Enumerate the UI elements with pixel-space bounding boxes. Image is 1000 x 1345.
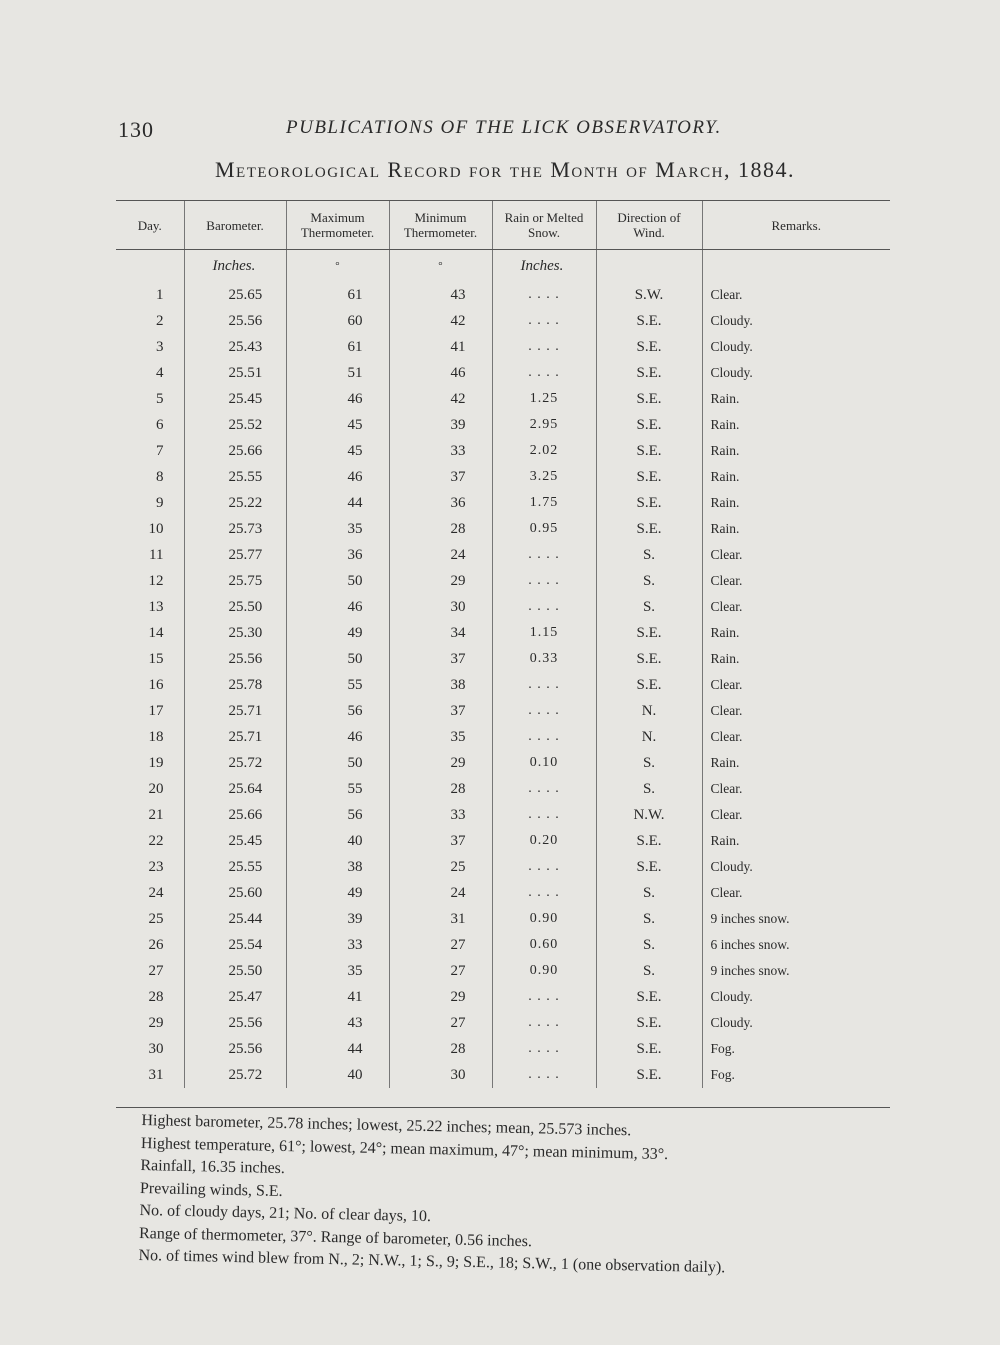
min-temp-cell: 29: [389, 568, 492, 594]
wind-direction-cell: S.E.: [596, 386, 702, 412]
page-title: Meteorological Record for the Month of March, 1884.: [214, 157, 796, 182]
wind-direction-cell: S.E.: [596, 334, 702, 360]
wind-direction-cell: S.E.: [596, 1036, 702, 1062]
summary-line: No. of cloudy days, 21; No. of clear days, 10.: [139, 1201, 432, 1226]
min-temp-cell: 42: [389, 308, 492, 334]
barometer-cell: 25.66: [184, 802, 286, 828]
barometer-cell: 25.44: [184, 906, 286, 932]
wind-direction-cell: S.: [596, 750, 702, 776]
max-temp-cell: 55: [286, 776, 389, 802]
day-cell: 7: [116, 438, 184, 464]
table-row: [116, 334, 890, 360]
min-temp-cell: 43: [389, 282, 492, 308]
rain-cell: 0.33: [492, 646, 596, 672]
min-temp-cell: 24: [389, 880, 492, 906]
table-row: [116, 1010, 890, 1036]
wind-direction-cell: S.E.: [596, 490, 702, 516]
barometer-cell: 25.54: [184, 932, 286, 958]
day-cell: 23: [116, 854, 184, 880]
table-row: [116, 984, 890, 1010]
remarks-cell: Clear.: [710, 573, 743, 588]
table-row: [116, 750, 890, 776]
day-cell: 17: [116, 698, 184, 724]
rain-cell: 2.95: [492, 412, 596, 438]
max-temp-cell: 45: [286, 412, 389, 438]
rain-cell: . . . .: [492, 854, 596, 880]
barometer-cell: 25.75: [184, 568, 286, 594]
min-temp-cell: 30: [389, 1062, 492, 1088]
max-temp-cell: 40: [286, 1062, 389, 1088]
wind-direction-cell: S.: [596, 932, 702, 958]
remarks-cell: Rain.: [710, 495, 740, 510]
min-temp-cell: 29: [389, 750, 492, 776]
summary-line: Range of thermometer, 37°. Range of barometer, 0.56 inches.: [138, 1224, 533, 1250]
table-row: [116, 1062, 890, 1088]
remarks-cell: Rain.: [710, 651, 740, 666]
max-temp-cell: 49: [286, 880, 389, 906]
max-temp-cell: 46: [286, 386, 389, 412]
table-row: [116, 438, 890, 464]
rain-cell: . . . .: [492, 672, 596, 698]
barometer-cell: 25.60: [184, 880, 286, 906]
max-temp-cell: 50: [286, 750, 389, 776]
remarks-cell: Clear.: [710, 807, 743, 822]
remarks-cell: Cloudy.: [710, 339, 753, 354]
max-temp-cell: 49: [286, 620, 389, 646]
header-wind-direction: Direction of Wind.: [596, 201, 702, 250]
summary: [138, 1110, 861, 1283]
remarks-cell: Rain.: [710, 391, 740, 406]
barometer-cell: 25.45: [184, 386, 286, 412]
day-cell: 4: [116, 360, 184, 386]
day-cell: 26: [116, 932, 184, 958]
table-row: [116, 360, 890, 386]
barometer-cell: 25.51: [184, 360, 286, 386]
remarks-cell: Clear.: [710, 599, 743, 614]
table-row: [116, 698, 890, 724]
wind-direction-cell: S.E.: [596, 984, 702, 1010]
min-temp-cell: 27: [389, 1010, 492, 1036]
day-cell: 2: [116, 308, 184, 334]
remarks-cell: Clear.: [710, 885, 743, 900]
remarks-cell: Rain.: [710, 417, 740, 432]
table-row: [116, 516, 890, 542]
wind-direction-cell: S.E.: [596, 412, 702, 438]
max-temp-cell: 51: [286, 360, 389, 386]
min-temp-cell: 38: [389, 672, 492, 698]
min-temp-cell: 33: [389, 438, 492, 464]
unit-remarks: [702, 250, 890, 283]
remarks-cell: Cloudy.: [710, 1015, 753, 1030]
rain-cell: 3.25: [492, 464, 596, 490]
max-temp-cell: 56: [286, 802, 389, 828]
min-temp-cell: 29: [389, 984, 492, 1010]
max-temp-cell: 43: [286, 1010, 389, 1036]
table-row: [116, 412, 890, 438]
barometer-cell: 25.50: [184, 594, 286, 620]
table-row: [116, 386, 890, 412]
max-temp-cell: 60: [286, 308, 389, 334]
day-cell: 13: [116, 594, 184, 620]
remarks-cell: 9 inches snow.: [710, 911, 790, 926]
barometer-cell: 25.52: [184, 412, 286, 438]
wind-direction-cell: S.E.: [596, 1062, 702, 1088]
wind-direction-cell: S.E.: [596, 854, 702, 880]
wind-direction-cell: S.: [596, 594, 702, 620]
rain-cell: . . . .: [492, 1036, 596, 1062]
header-day: Day.: [116, 201, 184, 250]
rain-cell: 0.90: [492, 906, 596, 932]
day-cell: 24: [116, 880, 184, 906]
barometer-cell: 25.72: [184, 750, 286, 776]
wind-direction-cell: S.: [596, 906, 702, 932]
barometer-cell: 25.50: [184, 958, 286, 984]
barometer-cell: 25.77: [184, 542, 286, 568]
rain-cell: . . . .: [492, 880, 596, 906]
rain-cell: . . . .: [492, 360, 596, 386]
max-temp-cell: 56: [286, 698, 389, 724]
rain-cell: 1.15: [492, 620, 596, 646]
wind-direction-cell: S.: [596, 542, 702, 568]
rain-cell: . . . .: [492, 334, 596, 360]
table-row: [116, 828, 890, 854]
min-temp-cell: 30: [389, 594, 492, 620]
rain-cell: 1.25: [492, 386, 596, 412]
remarks-cell: Rain.: [710, 521, 740, 536]
rain-cell: . . . .: [492, 542, 596, 568]
min-temp-cell: 28: [389, 1036, 492, 1062]
day-cell: 6: [116, 412, 184, 438]
day-cell: 15: [116, 646, 184, 672]
remarks-cell: Rain.: [710, 755, 740, 770]
day-cell: 1: [116, 282, 184, 308]
table-row: [116, 464, 890, 490]
barometer-cell: 25.55: [184, 464, 286, 490]
table-row: [116, 594, 890, 620]
min-temp-cell: 46: [389, 360, 492, 386]
remarks-cell: Cloudy.: [710, 313, 753, 328]
day-cell: 9: [116, 490, 184, 516]
wind-direction-cell: N.W.: [596, 802, 702, 828]
rain-cell: . . . .: [492, 1010, 596, 1036]
remarks-cell: Clear.: [710, 547, 743, 562]
remarks-cell: 6 inches snow.: [710, 937, 790, 952]
barometer-cell: 25.47: [184, 984, 286, 1010]
barometer-cell: 25.56: [184, 1010, 286, 1036]
day-cell: 5: [116, 386, 184, 412]
summary-line: Highest temperature, 61°; lowest, 24°; mean maximum, 47°; mean minimum, 33°.: [140, 1134, 669, 1163]
wind-direction-cell: S.E.: [596, 672, 702, 698]
day-cell: 22: [116, 828, 184, 854]
max-temp-cell: 44: [286, 490, 389, 516]
wind-direction-cell: S.E.: [596, 828, 702, 854]
table-row: [116, 854, 890, 880]
barometer-cell: 25.64: [184, 776, 286, 802]
table-row: [116, 672, 890, 698]
max-temp-cell: 35: [286, 516, 389, 542]
min-temp-cell: 37: [389, 698, 492, 724]
unit-dir: [596, 250, 702, 283]
barometer-cell: 25.56: [184, 308, 286, 334]
unit-max: °: [286, 250, 389, 283]
min-temp-cell: 31: [389, 906, 492, 932]
day-cell: 28: [116, 984, 184, 1010]
table-row: [116, 932, 890, 958]
min-temp-cell: 37: [389, 828, 492, 854]
min-temp-cell: 27: [389, 958, 492, 984]
rain-cell: 1.75: [492, 490, 596, 516]
day-cell: 27: [116, 958, 184, 984]
running-head: PUBLICATIONS OF THE LICK OBSERVATORY.: [286, 117, 722, 138]
min-temp-cell: 37: [389, 646, 492, 672]
remarks-cell: Cloudy.: [710, 989, 753, 1004]
min-temp-cell: 33: [389, 802, 492, 828]
barometer-cell: 25.71: [184, 724, 286, 750]
max-temp-cell: 40: [286, 828, 389, 854]
barometer-cell: 25.66: [184, 438, 286, 464]
rain-cell: . . . .: [492, 568, 596, 594]
barometer-cell: 25.56: [184, 646, 286, 672]
day-cell: 18: [116, 724, 184, 750]
barometer-cell: 25.22: [184, 490, 286, 516]
wind-direction-cell: N.: [596, 724, 702, 750]
wind-direction-cell: S.E.: [596, 464, 702, 490]
table-row: [116, 568, 890, 594]
max-temp-cell: 33: [286, 932, 389, 958]
day-cell: 25: [116, 906, 184, 932]
rain-cell: 0.95: [492, 516, 596, 542]
table-row: [116, 620, 890, 646]
header-remarks: Remarks.: [702, 201, 890, 250]
max-temp-cell: 38: [286, 854, 389, 880]
rain-cell: . . . .: [492, 724, 596, 750]
table-row: [116, 724, 890, 750]
summary-line: Highest barometer, 25.78 inches; lowest, 25.22 inches; mean, 25.573 inches.: [141, 1112, 632, 1140]
table-row: [116, 1036, 890, 1062]
barometer-cell: 25.55: [184, 854, 286, 880]
max-temp-cell: 35: [286, 958, 389, 984]
wind-direction-cell: S.E.: [596, 1010, 702, 1036]
barometer-cell: 25.45: [184, 828, 286, 854]
rain-cell: 0.60: [492, 932, 596, 958]
rain-cell: . . . .: [492, 308, 596, 334]
page-number: 130: [118, 117, 154, 142]
remarks-cell: Rain.: [710, 625, 740, 640]
remarks-cell: Cloudy.: [710, 365, 753, 380]
header-max-thermometer: Maximum Thermometer.: [286, 201, 389, 250]
day-cell: 10: [116, 516, 184, 542]
min-temp-cell: 28: [389, 516, 492, 542]
max-temp-cell: 39: [286, 906, 389, 932]
max-temp-cell: 61: [286, 334, 389, 360]
wind-direction-cell: S.: [596, 568, 702, 594]
units-row: [116, 250, 890, 283]
max-temp-cell: 41: [286, 984, 389, 1010]
day-cell: 30: [116, 1036, 184, 1062]
header-rain: Rain or Melted Snow.: [492, 201, 596, 250]
table-header-row: [116, 201, 890, 250]
max-temp-cell: 50: [286, 568, 389, 594]
rain-cell: 0.90: [492, 958, 596, 984]
day-cell: 29: [116, 1010, 184, 1036]
max-temp-cell: 61: [286, 282, 389, 308]
wind-direction-cell: S.E.: [596, 620, 702, 646]
table-row: [116, 646, 890, 672]
rain-cell: . . . .: [492, 594, 596, 620]
barometer-cell: 25.78: [184, 672, 286, 698]
rain-cell: . . . .: [492, 698, 596, 724]
min-temp-cell: 34: [389, 620, 492, 646]
day-cell: 3: [116, 334, 184, 360]
remarks-cell: Clear.: [710, 729, 743, 744]
rain-cell: . . . .: [492, 1062, 596, 1088]
day-cell: 8: [116, 464, 184, 490]
min-temp-cell: 35: [389, 724, 492, 750]
wind-direction-cell: S.: [596, 958, 702, 984]
table-row: [116, 958, 890, 984]
wind-direction-cell: S.E.: [596, 646, 702, 672]
barometer-cell: 25.71: [184, 698, 286, 724]
max-temp-cell: 50: [286, 646, 389, 672]
barometer-cell: 25.73: [184, 516, 286, 542]
rain-cell: . . . .: [492, 776, 596, 802]
wind-direction-cell: S.E.: [596, 516, 702, 542]
header-barometer: Barometer.: [184, 201, 286, 250]
barometer-cell: 25.43: [184, 334, 286, 360]
remarks-cell: Clear.: [710, 287, 743, 302]
min-temp-cell: 39: [389, 412, 492, 438]
remarks-cell: Cloudy.: [710, 859, 753, 874]
min-temp-cell: 42: [389, 386, 492, 412]
day-cell: 31: [116, 1062, 184, 1088]
max-temp-cell: 36: [286, 542, 389, 568]
record-table: [116, 201, 890, 1088]
remarks-cell: Clear.: [710, 677, 743, 692]
rain-cell: . . . .: [492, 282, 596, 308]
remarks-cell: Rain.: [710, 833, 740, 848]
header-min-thermometer: Minimum Thermometer.: [389, 201, 492, 250]
summary-line: Prevailing winds, S.E.: [139, 1179, 283, 1200]
min-temp-cell: 41: [389, 334, 492, 360]
wind-direction-cell: S.: [596, 776, 702, 802]
rain-cell: 0.20: [492, 828, 596, 854]
remarks-cell: Clear.: [710, 781, 743, 796]
remarks-cell: Clear.: [710, 703, 743, 718]
unit-barometer: Inches.: [184, 250, 286, 283]
day-cell: 14: [116, 620, 184, 646]
day-cell: 11: [116, 542, 184, 568]
barometer-cell: 25.56: [184, 1036, 286, 1062]
day-cell: 16: [116, 672, 184, 698]
min-temp-cell: 28: [389, 776, 492, 802]
table-row: [116, 490, 890, 516]
day-cell: 19: [116, 750, 184, 776]
day-cell: 12: [116, 568, 184, 594]
max-temp-cell: 44: [286, 1036, 389, 1062]
wind-direction-cell: S.E.: [596, 308, 702, 334]
remarks-cell: Rain.: [710, 443, 740, 458]
barometer-cell: 25.72: [184, 1062, 286, 1088]
wind-direction-cell: S.E.: [596, 360, 702, 386]
unit-day: [116, 250, 184, 283]
wind-direction-cell: N.: [596, 698, 702, 724]
unit-rain: Inches.: [492, 250, 596, 283]
rain-cell: . . . .: [492, 984, 596, 1010]
wind-direction-cell: S.W.: [596, 282, 702, 308]
table-row: [116, 542, 890, 568]
meteorological-table: [116, 200, 890, 1108]
rain-cell: 0.10: [492, 750, 596, 776]
table-row: [116, 802, 890, 828]
min-temp-cell: 24: [389, 542, 492, 568]
min-temp-cell: 27: [389, 932, 492, 958]
summary-line: No. of times wind blew from N., 2; N.W., 1; S., 9; S.E., 18; S.W., 1 (one observation daily).: [138, 1246, 726, 1277]
max-temp-cell: 45: [286, 438, 389, 464]
day-cell: 21: [116, 802, 184, 828]
summary-line: Rainfall, 16.35 inches.: [140, 1157, 286, 1178]
day-cell: 20: [116, 776, 184, 802]
remarks-cell: Rain.: [710, 469, 740, 484]
max-temp-cell: 55: [286, 672, 389, 698]
remarks-cell: 9 inches snow.: [710, 963, 790, 978]
table-row: [116, 308, 890, 334]
table-row: [116, 282, 890, 308]
table-row: [116, 880, 890, 906]
max-temp-cell: 46: [286, 464, 389, 490]
table-row: [116, 906, 890, 932]
max-temp-cell: 46: [286, 724, 389, 750]
rain-cell: 2.02: [492, 438, 596, 464]
min-temp-cell: 25: [389, 854, 492, 880]
remarks-cell: Fog.: [710, 1067, 735, 1082]
min-temp-cell: 37: [389, 464, 492, 490]
wind-direction-cell: S.: [596, 880, 702, 906]
wind-direction-cell: S.E.: [596, 438, 702, 464]
unit-min: °: [389, 250, 492, 283]
min-temp-cell: 36: [389, 490, 492, 516]
barometer-cell: 25.30: [184, 620, 286, 646]
max-temp-cell: 46: [286, 594, 389, 620]
barometer-cell: 25.65: [184, 282, 286, 308]
table-row: [116, 776, 890, 802]
remarks-cell: Fog.: [710, 1041, 735, 1056]
rain-cell: . . . .: [492, 802, 596, 828]
